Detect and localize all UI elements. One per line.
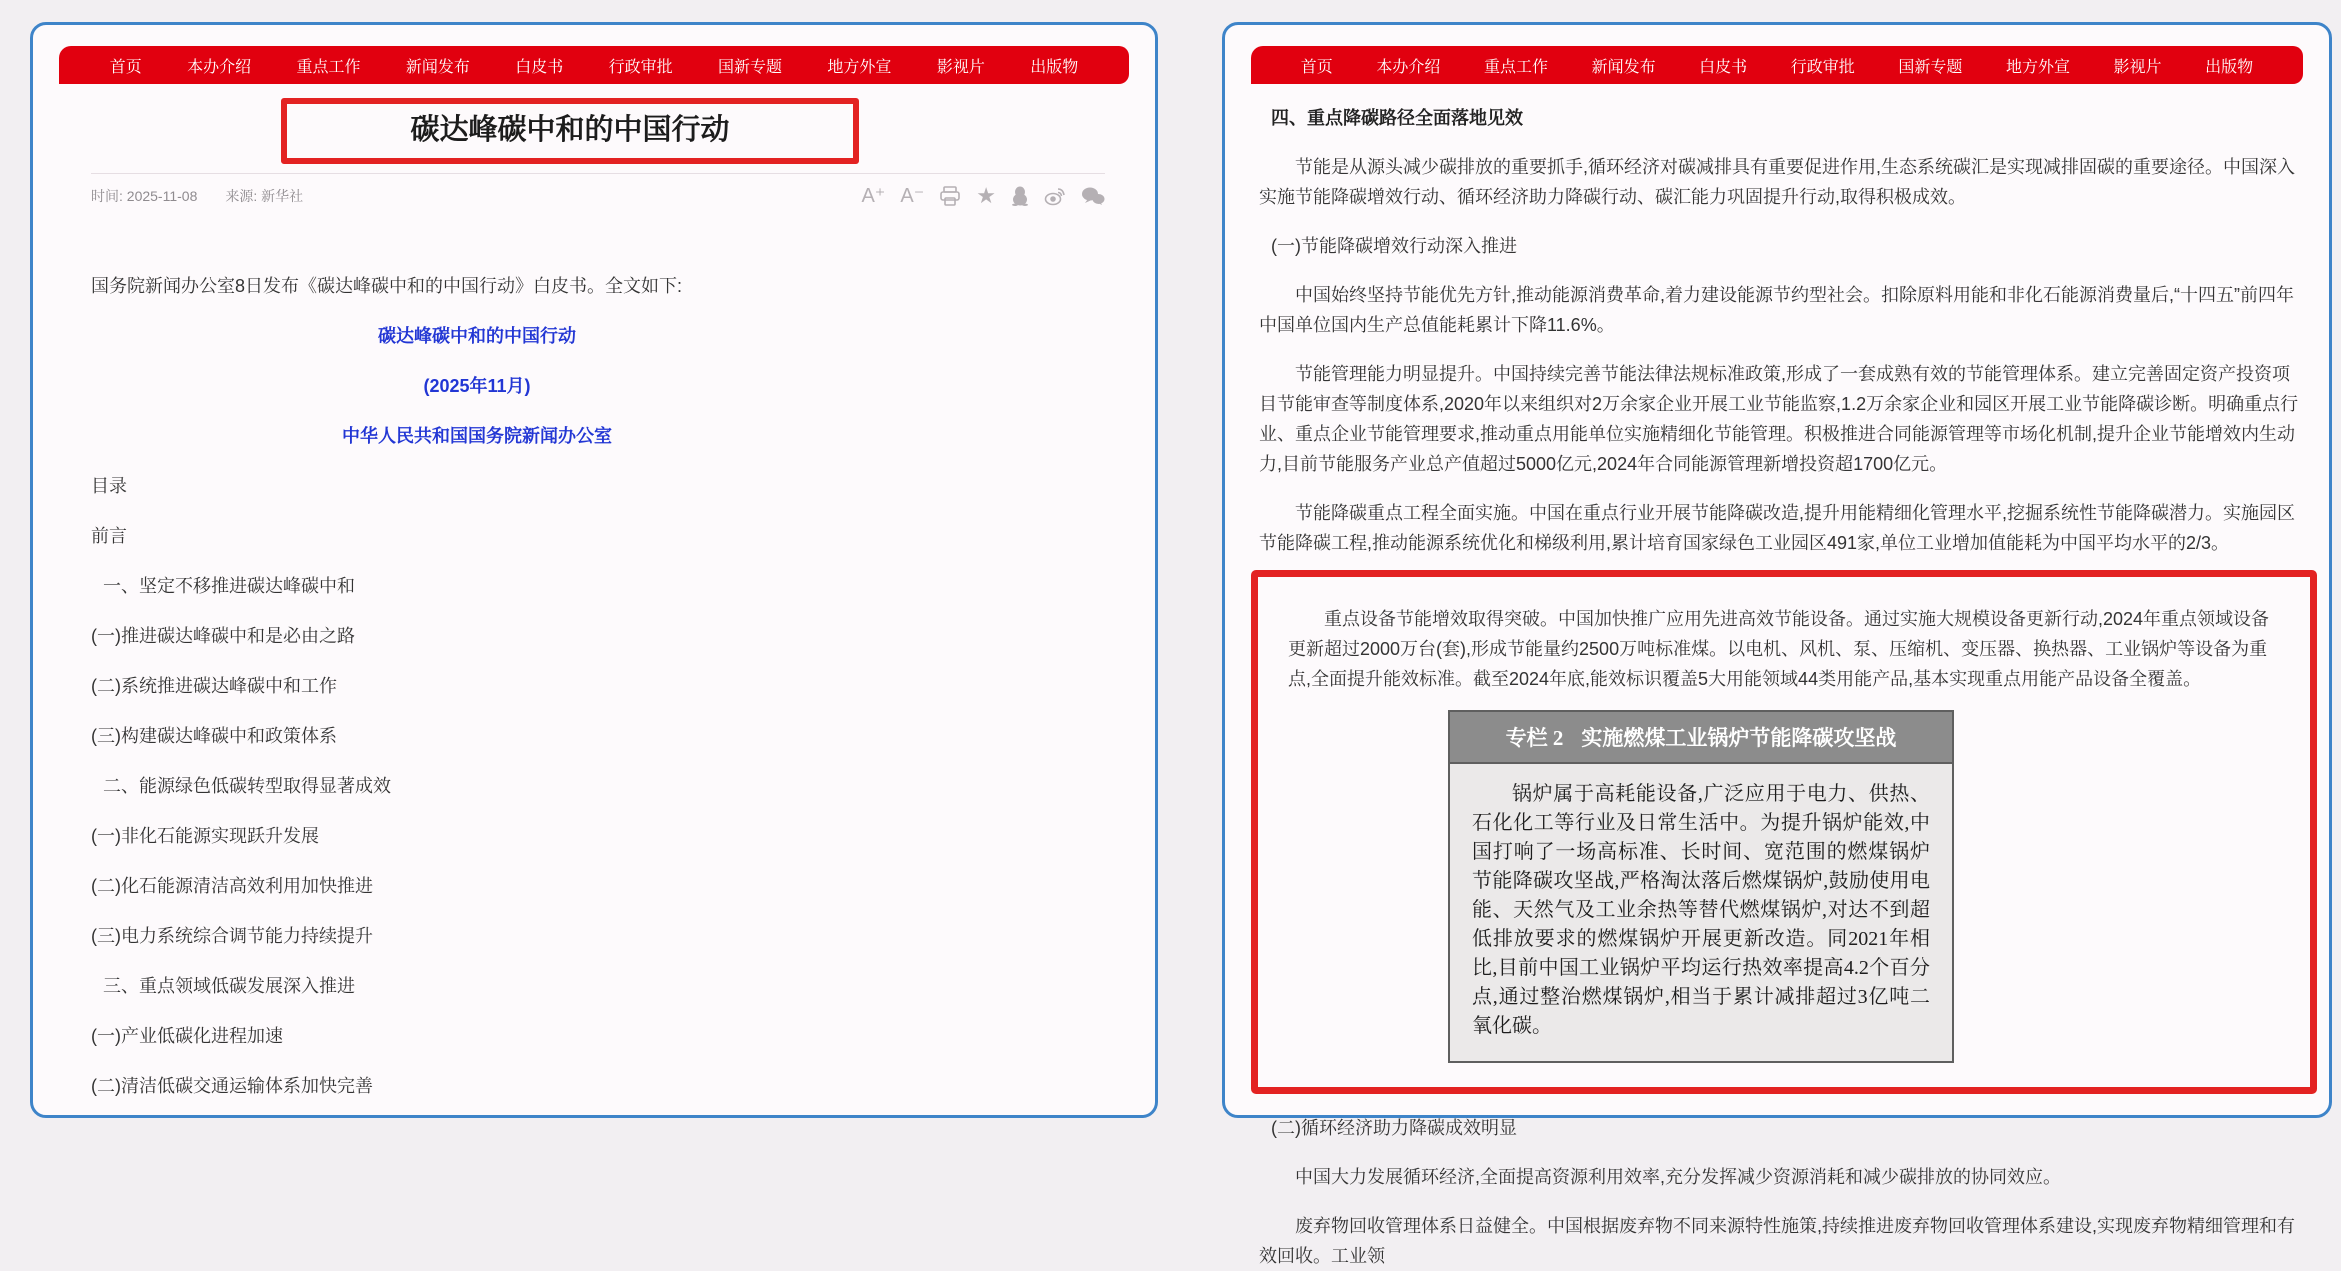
font-decrease-button[interactable]: A⁻: [900, 185, 925, 207]
favorite-star-icon[interactable]: ★: [976, 183, 996, 208]
left-page-screenshot: [30, 22, 1158, 1118]
nav-item-home[interactable]: 首页: [1300, 58, 1333, 76]
highlight-annotation-box: [1251, 570, 2317, 1094]
column-box-header: [1450, 712, 1952, 764]
title-divider: [91, 173, 1105, 174]
title-annotation-box: [281, 98, 859, 164]
nav-item-about[interactable]: 本办介绍: [1376, 58, 1441, 76]
paragraph: 中国始终坚持节能优先方针,推动能源消费革命,着力建设能源节约型社会。扣除原料用能和非化石能源消费量后,“十四五”前四年中国单位国内生产总值能耗累计下降11.6%。: [1259, 285, 2294, 335]
toc-item: (二)系统推进碳达峰碳中和工作: [91, 676, 337, 696]
column-box-label: 专栏 2: [1505, 726, 1564, 750]
article-toolbar: [861, 183, 1105, 208]
paragraph: 中国大力发展循环经济,全面提高资源利用效率,充分发挥减少资源消耗和减少碳排放的协同效应。: [1295, 1167, 2061, 1187]
qq-share-icon[interactable]: [1011, 186, 1029, 206]
toc-chapter-3: 三、重点领域低碳发展深入推进: [103, 976, 355, 996]
nav-item-whitepaper[interactable]: 白皮书: [515, 58, 564, 76]
nav-item-special[interactable]: 国新专题: [1898, 58, 1963, 76]
toc-item: (一)推进碳达峰碳中和是必由之路: [91, 626, 355, 646]
nav-item-approval[interactable]: 行政审批: [608, 58, 673, 76]
nav-item-home[interactable]: 首页: [109, 58, 142, 76]
toc-chapter-2: 二、能源绿色低碳转型取得显著成效: [103, 776, 391, 796]
toc-item: (一)产业低碳化进程加速: [91, 1026, 283, 1046]
nav-item-local[interactable]: 地方外宣: [827, 58, 892, 76]
nav-item-news[interactable]: 新闻发布: [405, 58, 470, 76]
article-meta: [91, 186, 303, 206]
main-nav: [59, 46, 1129, 84]
document-publisher: 中华人民共和国国务院新闻办公室: [342, 426, 612, 446]
nav-item-publication[interactable]: 出版物: [2205, 58, 2254, 76]
subsection-heading-1: (一)节能降碳增效行动深入推进: [1271, 236, 1517, 256]
intro-paragraph: 国务院新闻办公室8日发布《碳达峰碳中和的中国行动》白皮书。全文如下:: [91, 276, 683, 296]
article-meta-row: [91, 183, 1105, 209]
document-date: (2025年11月): [423, 376, 531, 396]
toc-item-clipped: (二)清洁低碳交通运输体系加快完善: [91, 1076, 373, 1096]
toc-item: (二)化石能源清洁高效利用加快推进: [91, 876, 373, 896]
column-box-title: 实施燃煤工业锅炉节能降碳攻坚战: [1581, 726, 1897, 750]
right-page-screenshot: [1222, 22, 2332, 1266]
paragraph: 节能降碳重点工程全面实施。中国在重点行业开展节能降碳改造,提升用能精细化管理水平,挖掘系统性节能降碳潜力。实施园区节能降碳工程,推动能源系统优化和梯级利用,累计培育国家绿色工业园区491家,单位工业增加值能耗为中国平均水平的2/3。: [1259, 503, 2295, 553]
document-title: 碳达峰碳中和的中国行动: [378, 326, 576, 346]
meta-source: 来源: 新华社: [225, 188, 304, 204]
wechat-share-icon[interactable]: [1081, 186, 1105, 206]
nav-item-key-work[interactable]: 重点工作: [1483, 58, 1548, 76]
paragraph-clipped: 废弃物回收管理体系日益健全。中国根据废弃物不同来源特性施策,持续推进废弃物回收管理体系建设,实现废弃物精细管理和有效回收。工业领: [1259, 1216, 2295, 1266]
nav-item-whitepaper[interactable]: 白皮书: [1699, 58, 1748, 76]
font-increase-button[interactable]: A⁺: [861, 185, 886, 207]
article-body: [91, 271, 863, 1101]
main-nav: [1251, 46, 2303, 84]
nav-item-local[interactable]: 地方外宣: [2005, 58, 2070, 76]
print-icon[interactable]: [939, 186, 961, 206]
nav-item-film[interactable]: 影视片: [936, 58, 985, 76]
column-box-body: 锅炉属于高耗能设备,广泛应用于电力、供热、石化化工等行业及日常生活中。为提升锅炉能效,中国打响了一场高标准、长时间、宽范围的燃煤锅炉节能降碳攻坚战,严格淘汰落后燃煤锅炉,鼓励使用电能、天然气及工业余热等替代燃煤锅炉,对达不到超低排放要求的燃煤锅炉开展更新改造。同2021年相比,目前中国工业锅炉平均运行热效率提高4.2个百分点,通过整治燃煤锅炉,相当于累计减排超过3亿吨二氧化碳。: [1450, 764, 1952, 1061]
weibo-share-icon[interactable]: [1044, 186, 1066, 206]
nav-item-approval[interactable]: 行政审批: [1790, 58, 1855, 76]
section-heading-4: 四、重点降碳路径全面落地见效: [1271, 108, 1523, 128]
nav-item-special[interactable]: 国新专题: [718, 58, 783, 76]
column-box-2: [1448, 710, 1954, 1063]
article-section: [1259, 103, 2299, 558]
subsection-heading-2: (二)循环经济助力降碳成效明显: [1271, 1118, 1517, 1138]
nav-item-news[interactable]: 新闻发布: [1591, 58, 1656, 76]
nav-item-film[interactable]: 影视片: [2113, 58, 2162, 76]
toc-item: (三)电力系统综合调节能力持续提升: [91, 926, 373, 946]
paragraph: 节能管理能力明显提升。中国持续完善节能法律法规标准政策,形成了一套成熟有效的节能管理体系。建立完善固定资产投资项目节能审查等制度体系,2020年以来组织对2万余家企业开展工业节能监察,1.2万余家企业和园区开展工业节能降碳诊断。明确重点行业、重点企业节能管理要求,推动重点用能单位实施精细化节能管理。积极推进合同能源管理等市场化机制,提升企业节能增效内生动力,目前节能服务产业总产值超过5000亿元,2024年合同能源管理新增投资超1700亿元。: [1259, 364, 2299, 474]
nav-item-publication[interactable]: 出版物: [1030, 58, 1079, 76]
toc-chapter-1: 一、坚定不移推进碳达峰碳中和: [103, 576, 355, 596]
toc-item: (一)非化石能源实现跃升发展: [91, 826, 319, 846]
page-title: 碳达峰碳中和的中国行动: [410, 114, 730, 146]
nav-item-key-work[interactable]: 重点工作: [296, 58, 361, 76]
toc-heading: 目录: [91, 476, 127, 496]
toc-item: (三)构建碳达峰碳中和政策体系: [91, 726, 337, 746]
meta-time: 时间: 2025-11-08: [91, 188, 198, 204]
article-section-continued: [1259, 1113, 2299, 1271]
highlighted-paragraph: 重点设备节能增效取得突破。中国加快推广应用先进高效节能设备。通过实施大规模设备更新行动,2024年重点领域设备更新超过2000万台(套),形成节能量约2500万吨标准煤。以电机、风机、泵、压缩机、变压器、换热器、工业锅炉等设备为重点,全面提升能效标准。截至2024年底,能效标识覆盖5大用能领域44类用能产品,基本实现重点用能产品设备全覆盖。: [1288, 609, 2270, 689]
nav-item-about[interactable]: 本办介绍: [187, 58, 252, 76]
toc-foreword: 前言: [91, 526, 127, 546]
paragraph: 节能是从源头减少碳排放的重要抓手,循环经济对碳减排具有重要促进作用,生态系统碳汇是实现减排固碳的重要途径。中国深入实施节能降碳增效行动、循环经济助力降碳行动、碳汇能力巩固提升行动,取得积极成效。: [1259, 157, 2295, 207]
